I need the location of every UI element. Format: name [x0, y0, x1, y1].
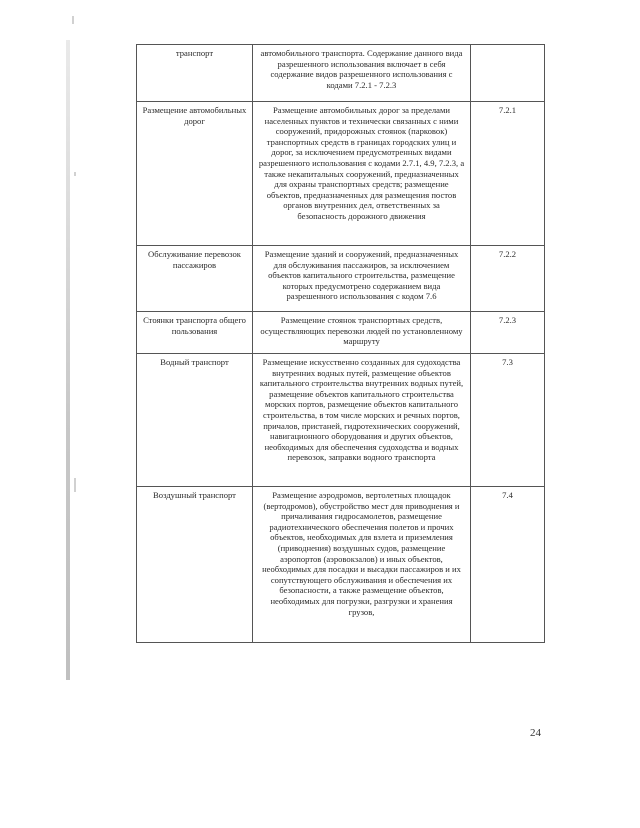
use-type-code: 7.2.2 [471, 246, 545, 312]
page-number: 24 [530, 727, 541, 739]
table-row [137, 487, 545, 643]
use-type-name: Водный транспорт [137, 354, 253, 487]
use-type-description: автомобильного транспорта. Содержание данного вида разрешенного использования включает в себя содержание видов разрешенного использования с кодами 7.2.1 - 7.2.3 [253, 45, 471, 102]
scan-edge-shadow [66, 40, 70, 680]
use-type-name: Воздушный транспорт [137, 487, 253, 643]
table-row [137, 45, 545, 102]
use-type-description: Размещение аэродромов, вертолетных площадок (вертодромов), обустройство мест для приводнения и причаливания гидросамолетов, размещение радиотехнического обеспечения полетов и прочих объектов, необходимых для взлета и приземления (приводнения) воздушных судов, размещение аэропортов (аэровокзалов) и иных объектов, необходимых для посадки и высадки пассажиров и их сопутствующего обслуживания и обеспечения их безопасности, а также размещение объектов, необходимых для погрузки, разгрузки и хранения грузов, [253, 487, 471, 643]
table-row [137, 102, 545, 246]
use-type-name: Размещение автомобильных дорог [137, 102, 253, 246]
scan-speck [74, 478, 76, 492]
use-type-name: транспорт [137, 45, 253, 102]
table-row [137, 312, 545, 354]
use-type-code: 7.4 [471, 487, 545, 643]
scan-speck [72, 16, 74, 24]
use-type-description: Размещение искусственно созданных для судоходства внутренних водных путей, размещение объектов капитального строительства внутренних водных путей, размещение объектов капитального строительства морских портов, размещение объектов капитального строительства, в том числе морских и речных портов, причалов, пристаней, гидротехнических сооружений, навигационного оборудования и других объектов, необходимых для обеспечения судоходства и водных перевозок, заправки водного транспорта [253, 354, 471, 487]
use-type-code: 7.3 [471, 354, 545, 487]
scan-speck [74, 172, 76, 176]
table-row [137, 246, 545, 312]
use-type-name: Стоянки транспорта общего пользования [137, 312, 253, 354]
use-type-code: 7.2.3 [471, 312, 545, 354]
use-type-description: Размещение стоянок транспортных средств, осуществляющих перевозки людей по установленному маршруту [253, 312, 471, 354]
use-type-name: Обслуживание перевозок пассажиров [137, 246, 253, 312]
use-type-description: Размещение автомобильных дорог за пределами населенных пунктов и технически связанных с ними сооружений, придорожных стоянок (парковок) транспортных средств в границах городских улиц и дорог, за исключением предусмотренных видами разрешенного использования с кодами 2.7.1, 4.9, 7.2.3, а также некапитальных сооружений, предназначенных для охраны транспортных средств; размещение объектов, предназначенных для размещения постов органов внутренних дел, ответственных за безопасность дорожного движения [253, 102, 471, 246]
table-row [137, 354, 545, 487]
land-use-table [136, 44, 545, 643]
use-type-code: 7.2.1 [471, 102, 545, 246]
use-type-description: Размещение зданий и сооружений, предназначенных для обслуживания пассажиров, за исключением объектов капитального строительства, размещение которых предусмотрено содержанием вида разрешенного использования с кодом 7.6 [253, 246, 471, 312]
use-type-code [471, 45, 545, 102]
